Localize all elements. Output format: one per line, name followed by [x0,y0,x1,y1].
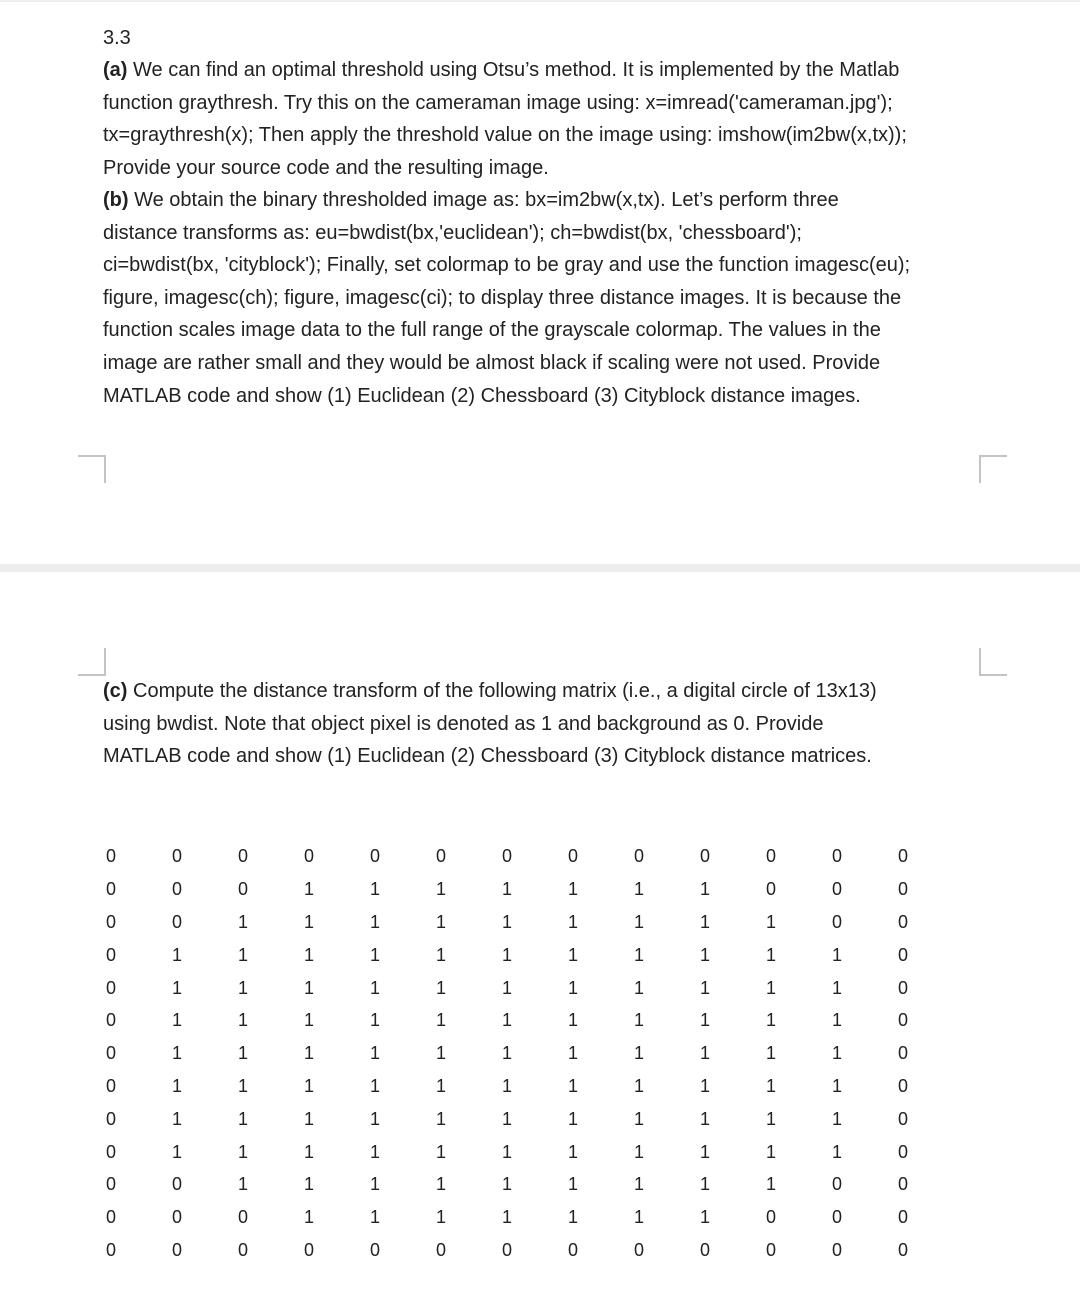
page-margin-corner-marker [78,648,106,676]
matrix-cell: 0 [105,1043,116,1064]
part-c-label: (c) [103,680,128,702]
matrix-cell: 0 [765,879,776,900]
page-margin-corner-marker [78,455,106,483]
matrix-cell: 1 [699,911,710,932]
matrix-cell: 1 [831,1075,842,1096]
text-line [103,184,910,217]
matrix-cell: 1 [369,1043,380,1064]
matrix-row [78,873,936,906]
matrix-cell: 0 [831,1174,842,1195]
matrix-cell: 1 [567,944,578,965]
matrix-cell: 1 [369,1174,380,1195]
matrix-cell: 1 [435,1108,446,1129]
matrix-row [78,1168,936,1201]
matrix-cell: 1 [435,1207,446,1228]
matrix-cell: 1 [237,911,248,932]
matrix-cell: 1 [303,977,314,998]
matrix-cell: 1 [435,1010,446,1031]
section-number: 3.3 [103,27,131,49]
matrix-cell: 0 [105,1108,116,1129]
matrix-cell: 1 [369,1010,380,1031]
matrix-cell: 1 [501,1010,512,1031]
matrix-cell: 1 [369,879,380,900]
matrix-cell: 1 [369,911,380,932]
matrix-cell: 0 [897,1174,908,1195]
matrix-cell: 1 [831,1010,842,1031]
matrix-cell: 1 [435,1141,446,1162]
matrix-cell: 1 [369,1108,380,1129]
matrix-cell: 0 [369,846,380,867]
matrix-cell: 1 [699,1010,710,1031]
matrix-cell: 1 [369,1207,380,1228]
matrix-cell: 1 [501,1141,512,1162]
matrix-cell: 1 [699,1141,710,1162]
matrix-cell: 1 [303,1075,314,1096]
matrix-cell: 1 [633,1207,644,1228]
matrix-cell: 1 [633,1010,644,1031]
part-b-paragraph [103,184,910,412]
matrix-cell: 0 [105,1174,116,1195]
matrix-cell: 1 [501,1108,512,1129]
matrix-cell: 1 [237,1043,248,1064]
matrix-row [78,938,936,971]
matrix-cell: 1 [765,911,776,932]
matrix-cell: 1 [171,1010,182,1031]
matrix-cell: 1 [369,944,380,965]
page-margin-corner-marker [979,648,1007,676]
matrix-cell: 0 [501,1239,512,1260]
matrix-cell: 1 [237,1141,248,1162]
page-separator [0,564,1080,572]
matrix-cell: 1 [567,911,578,932]
matrix-cell: 0 [237,1207,248,1228]
matrix-cell: 0 [105,1239,116,1260]
matrix-cell: 1 [699,1174,710,1195]
matrix-cell: 1 [369,977,380,998]
matrix-cell: 1 [567,977,578,998]
matrix-cell: 1 [567,879,578,900]
matrix-cell: 1 [501,977,512,998]
matrix-cell: 1 [303,879,314,900]
matrix-cell: 1 [435,1043,446,1064]
text-line-content: Compute the distance transform of the following matrix (i.e., a digital circle of 13x13) [127,680,877,702]
matrix-cell: 1 [699,944,710,965]
matrix-cell: 1 [501,1207,512,1228]
matrix-cell: 1 [567,1075,578,1096]
matrix-cell: 1 [567,1043,578,1064]
matrix-cell: 1 [171,977,182,998]
matrix-cell: 0 [897,879,908,900]
part-b-label: (b) [103,189,129,211]
matrix-row [78,840,936,873]
text-line [103,54,907,87]
matrix-cell: 1 [831,944,842,965]
matrix-cell: 1 [237,1174,248,1195]
matrix-cell: 1 [171,944,182,965]
matrix-cell: 0 [897,846,908,867]
matrix-cell: 1 [237,1075,248,1096]
matrix-cell: 0 [567,846,578,867]
matrix-cell: 1 [303,1043,314,1064]
matrix-cell: 0 [897,1141,908,1162]
matrix-cell: 1 [699,1075,710,1096]
matrix-cell: 1 [633,1108,644,1129]
part-a-label: (a) [103,59,128,81]
matrix-cell: 1 [567,1141,578,1162]
text-line: figure, imagesc(ch); figure, imagesc(ci); to display three distance images. It is because the [103,286,902,309]
part-a-paragraph [103,54,907,184]
matrix-cell: 1 [567,1207,578,1228]
binary-circle-matrix [78,840,936,1267]
matrix-cell: 0 [765,1239,776,1260]
matrix-cell: 0 [237,1239,248,1260]
matrix-cell: 1 [633,1043,644,1064]
matrix-cell: 1 [831,1043,842,1064]
matrix-cell: 1 [501,944,512,965]
matrix-cell: 0 [237,846,248,867]
matrix-row [78,1070,936,1103]
matrix-cell: 0 [303,846,314,867]
text-line: image are rather small and they would be almost black if scaling were not used. Provide [103,351,881,374]
matrix-row [78,1004,936,1037]
matrix-cell: 0 [435,1239,446,1260]
matrix-cell: 1 [171,1141,182,1162]
matrix-row [78,906,936,939]
text-line: tx=graythresh(x); Then apply the threshold value on the image using: imshow(im2bw(x,tx)); [103,124,907,147]
matrix-cell: 0 [105,1010,116,1031]
matrix-cell: 0 [171,879,182,900]
matrix-cell: 1 [567,1174,578,1195]
matrix-cell: 1 [765,1043,776,1064]
matrix-cell: 0 [105,1075,116,1096]
matrix-cell: 0 [171,1239,182,1260]
matrix-cell: 0 [171,1207,182,1228]
matrix-cell: 0 [171,846,182,867]
text-line: function scales image data to the full range of the grayscale colormap. The values in the [103,319,881,342]
matrix-cell: 1 [765,1010,776,1031]
matrix-cell: 0 [105,944,116,965]
matrix-cell: 1 [765,1075,776,1096]
matrix-cell: 0 [435,846,446,867]
matrix-cell: 1 [765,1174,776,1195]
matrix-cell: 1 [765,977,776,998]
matrix-cell: 0 [897,977,908,998]
matrix-cell: 0 [105,879,116,900]
text-line: function graythresh. Try this on the cameraman image using: x=imread('cameraman.jpg'); [103,91,893,114]
matrix-cell: 1 [435,879,446,900]
matrix-cell: 0 [897,1239,908,1260]
matrix-cell: 0 [633,846,644,867]
matrix-cell: 1 [303,1174,314,1195]
matrix-cell: 0 [897,1108,908,1129]
matrix-cell: 0 [897,911,908,932]
text-line: using bwdist. Note that object pixel is denoted as 1 and background as 0. Provide [103,712,824,735]
matrix-cell: 1 [303,1108,314,1129]
matrix-cell: 1 [699,1108,710,1129]
matrix-cell: 0 [897,1207,908,1228]
matrix-cell: 0 [897,1010,908,1031]
matrix-cell: 1 [171,1043,182,1064]
matrix-cell: 1 [369,1075,380,1096]
matrix-cell: 0 [765,1207,776,1228]
matrix-cell: 0 [303,1239,314,1260]
matrix-cell: 1 [435,911,446,932]
matrix-cell: 1 [633,911,644,932]
matrix-cell: 0 [831,846,842,867]
matrix-cell: 1 [567,1010,578,1031]
text-line-content: We obtain the binary thresholded image as: bx=im2bw(x,tx). Let’s perform three [128,189,839,211]
matrix-cell: 1 [633,879,644,900]
matrix-cell: 0 [897,1075,908,1096]
matrix-cell: 0 [831,879,842,900]
matrix-cell: 1 [633,1174,644,1195]
matrix-cell: 1 [567,1108,578,1129]
matrix-cell: 1 [501,1075,512,1096]
matrix-cell: 1 [831,1108,842,1129]
matrix-cell: 1 [501,911,512,932]
matrix-row [78,1135,936,1168]
text-line [103,675,877,708]
matrix-cell: 0 [633,1239,644,1260]
matrix-row [78,1201,936,1234]
matrix-cell: 0 [501,846,512,867]
part-c-paragraph [103,675,877,773]
matrix-cell: 1 [435,944,446,965]
matrix-cell: 1 [765,1141,776,1162]
matrix-cell: 1 [831,1141,842,1162]
matrix-cell: 0 [105,846,116,867]
text-line: MATLAB code and show (1) Euclidean (2) Chessboard (3) Cityblock distance matrices. [103,745,872,768]
text-line: distance transforms as: eu=bwdist(bx,'euclidean'); ch=bwdist(bx, 'chessboard'); [103,221,802,244]
matrix-cell: 0 [831,1207,842,1228]
matrix-cell: 1 [435,977,446,998]
matrix-cell: 1 [171,1108,182,1129]
matrix-cell: 1 [633,977,644,998]
matrix-cell: 1 [369,1141,380,1162]
matrix-cell: 0 [105,1207,116,1228]
matrix-cell: 0 [699,846,710,867]
matrix-cell: 1 [303,911,314,932]
matrix-cell: 1 [765,1108,776,1129]
matrix-cell: 1 [237,977,248,998]
matrix-cell: 0 [831,911,842,932]
matrix-cell: 1 [237,1010,248,1031]
matrix-cell: 1 [699,1207,710,1228]
matrix-cell: 1 [501,879,512,900]
text-line-content: We can find an optimal threshold using Otsu’s method. It is implemented by the Matlab [127,59,900,81]
matrix-cell: 1 [633,1075,644,1096]
matrix-cell: 0 [171,1174,182,1195]
matrix-cell: 0 [831,1239,842,1260]
matrix-cell: 1 [699,977,710,998]
page-margin-corner-marker [979,455,1007,483]
matrix-cell: 0 [897,1043,908,1064]
matrix-cell: 0 [897,944,908,965]
matrix-cell: 0 [105,977,116,998]
matrix-cell: 1 [237,1108,248,1129]
text-line: ci=bwdist(bx, 'cityblock'); Finally, set colormap to be gray and use the function imagesc(eu); [103,254,911,277]
matrix-cell: 1 [435,1075,446,1096]
matrix-cell: 1 [831,977,842,998]
matrix-cell: 0 [369,1239,380,1260]
matrix-cell: 1 [699,879,710,900]
matrix-cell: 1 [435,1174,446,1195]
matrix-cell: 0 [699,1239,710,1260]
matrix-cell: 1 [501,1043,512,1064]
matrix-cell: 1 [501,1174,512,1195]
matrix-cell: 1 [237,944,248,965]
matrix-row [78,1037,936,1070]
matrix-cell: 0 [765,846,776,867]
matrix-cell: 1 [303,1010,314,1031]
matrix-cell: 1 [633,944,644,965]
matrix-cell: 1 [303,944,314,965]
matrix-cell: 1 [699,1043,710,1064]
matrix-cell: 0 [171,911,182,932]
text-line: MATLAB code and show (1) Euclidean (2) Chessboard (3) Cityblock distance images. [103,384,861,407]
matrix-row [78,1102,936,1135]
matrix-cell: 0 [105,1141,116,1162]
matrix-row [78,971,936,1004]
matrix-cell: 1 [633,1141,644,1162]
matrix-cell: 1 [765,944,776,965]
matrix-cell: 0 [237,879,248,900]
matrix-row [78,1234,936,1267]
matrix-cell: 1 [303,1207,314,1228]
text-line: Provide your source code and the resulting image. [103,156,549,179]
matrix-cell: 0 [105,911,116,932]
matrix-cell: 1 [171,1075,182,1096]
matrix-cell: 0 [567,1239,578,1260]
matrix-cell: 1 [303,1141,314,1162]
